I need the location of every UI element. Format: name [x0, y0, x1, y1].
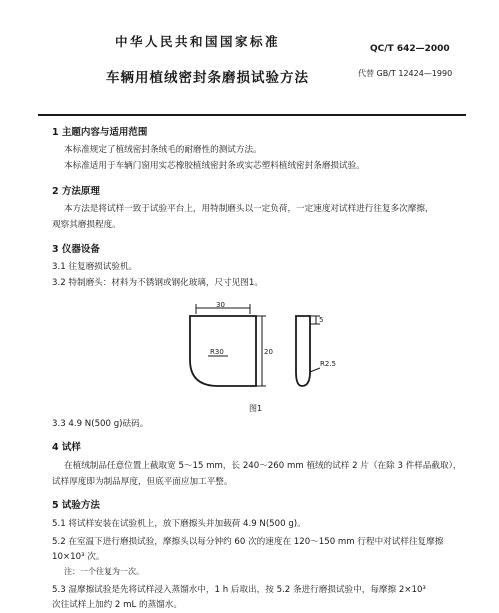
section-5-heading: 5 试验方法	[52, 500, 100, 511]
section-3-heading: 3 仪器设备	[52, 244, 100, 255]
section-5-item-3-line-2: 次往试样上加约 2 mL 的蒸馏水。	[52, 600, 182, 610]
section-1-para-1: 本标准规定了植绒密封条绒毛的耐磨性的测试方法。	[64, 145, 262, 155]
figure-dim-r30: R30	[210, 348, 224, 356]
section-5-item-3-line-1: 5.3 湿摩擦试验是先将试样浸入蒸馏水中，1 h 后取出，按 5.2 条进行磨损试验中，每摩擦 2×10³	[52, 585, 426, 595]
section-1-heading: 1 主题内容与适用范围	[52, 127, 148, 138]
figure-dim-20: 20	[264, 348, 273, 356]
section-1-para-2: 本标准适用于车辆门窗用实芯橡胶植绒密封条或实芯塑料植绒密封条磨损试验。	[64, 161, 365, 171]
section-5-item-1: 5.1 将试样安装在试验机上，放下磨擦头并加载荷 4.9 N(500 g)。	[52, 519, 306, 529]
section-4-para-2: 试样厚度即为制品厚度，但底平面应加工平整。	[52, 477, 233, 487]
section-3-item-3: 3.3 4.9 N(500 g)砝码。	[52, 419, 149, 429]
figure-1-caption: 图1	[249, 404, 263, 413]
section-5-item-2-line-2: 10×10³ 次。	[52, 552, 105, 562]
figure-1-drawing	[178, 300, 378, 390]
figure-dim-5: 5	[319, 316, 324, 324]
section-2-heading: 2 方法原理	[52, 186, 100, 197]
figure-dim-30: 30	[216, 301, 225, 309]
standard-number: QC/T 642—2000	[370, 44, 450, 54]
standard-org-heading: 中华人民共和国国家标准	[115, 34, 281, 49]
section-5-item-2-line-1: 5.2 在室温下进行磨损试验，摩擦头以每分钟约 60 次的速度在 120～150 mm 行程中对试样往复摩擦	[52, 537, 444, 547]
section-4-heading: 4 试样	[52, 442, 81, 453]
section-2-para-2: 观察其磨损程度。	[52, 220, 121, 230]
header-rule	[38, 114, 466, 116]
section-3-item-2: 3.2 特制磨头：材料为不锈钢或钢化玻璃，尺寸见图1。	[52, 278, 263, 288]
figure-dim-r25: R2.5	[320, 360, 336, 368]
section-3-item-1: 3.1 往复磨损试验机。	[52, 262, 138, 272]
section-5-note: 注：一个往复为一次。	[64, 567, 144, 576]
replaces-note: 代替 GB/T 12424—1990	[358, 69, 453, 78]
document-title: 车辆用植绒密封条磨损试验方法	[106, 70, 309, 86]
section-2-para-1: 本方法是将试样一致于试验平台上，用特制磨头以一定负荷，一定速度对试样进行往复多次摩擦，	[64, 204, 434, 214]
section-4-para-1: 在植绒制品任意位置上截取宽 5～15 mm，长 240～260 mm 植绒的试样 2 片（在除 3 件样品截取），	[64, 461, 462, 471]
